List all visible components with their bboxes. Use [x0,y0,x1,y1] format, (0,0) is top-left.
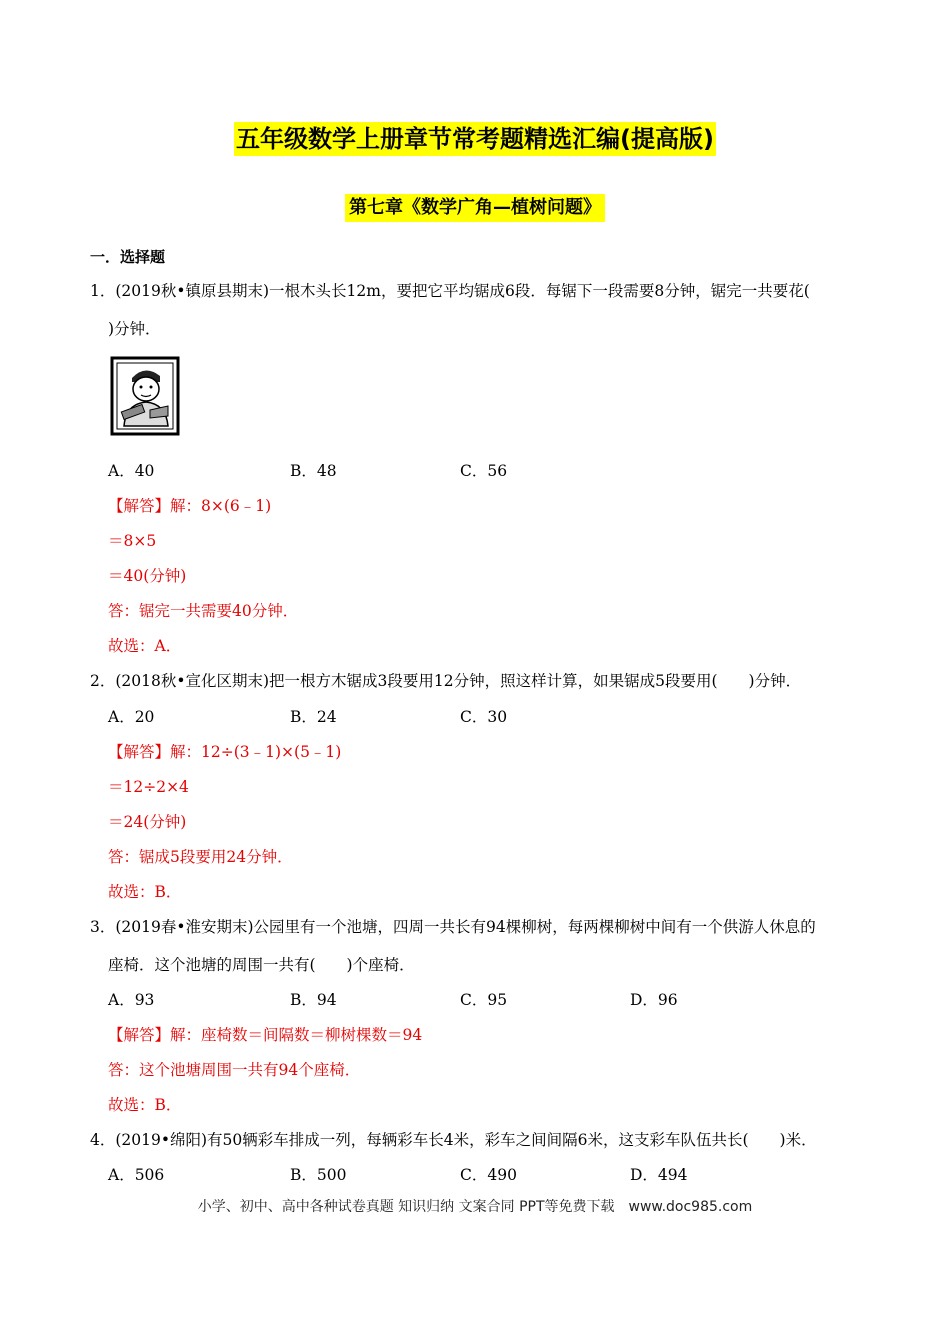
answer-line: 答：锯成5段要用24分钟． [108,848,293,866]
question-1-stem-cont: )分钟． [108,320,161,338]
option-b: B．94 [290,991,337,1009]
option-c: C．30 [460,708,508,726]
option-a: A．93 [108,991,155,1009]
option-c: C．95 [460,991,508,1009]
option-c: C．490 [460,1166,517,1184]
answer-line: 故选：B． [108,883,182,901]
answer-line: ＝40(分钟) [108,567,187,585]
answer-line: 故选：A． [108,637,182,655]
answer-line: 【解答】解：座椅数＝间隔数＝柳树棵数＝94 [108,1026,423,1044]
section-heading: 一．选择题 [90,248,166,266]
option-d: D．96 [630,991,678,1009]
question-4-stem: 4．(2019•绵阳)有50辆彩车排成一列，每辆彩车长4米，彩车之间间隔6米，这支彩车队伍共长( )米． [90,1131,817,1149]
option-d: D．494 [630,1166,688,1184]
option-a: A．40 [108,462,155,480]
chapter-subtitle: 第七章《数学广角—植树问题》 [345,194,605,222]
answer-line: ＝12÷2×4 [108,778,189,796]
option-a: A．20 [108,708,155,726]
question-3-stem: 3．(2019春•淮安期末)公园里有一个池塘，四周一共长有94棵柳树，每两棵柳树中间有一个供游人休息的 [90,918,816,936]
answer-line: 答：这个池塘周围一共有94个座椅． [108,1061,361,1079]
answer-line: ＝8×5 [108,532,157,550]
page-footer: 小学、初中、高中各种试卷真题 知识归纳 文案合同 PPT等免费下载 www.doc985.com [197,1199,753,1215]
question-3-stem-cont: 座椅．这个池塘的周围一共有( )个座椅． [108,956,415,974]
answer-line: 答：锯完一共需要40分钟． [108,602,299,620]
answer-line: 故选：B． [108,1096,182,1114]
option-c: C．56 [460,462,508,480]
question-2-stem: 2．(2018秋•宣化区期末)把一根方木锯成3段要用12分钟，照这样计算，如果锯成5段要用( )分钟． [90,672,802,690]
question-1-stem: 1．(2019秋•镇原县期末)一根木头长12m，要把它平均锯成6段．每锯下一段需要8分钟，锯完一共要花( [90,282,810,300]
carpenter-illustration [110,356,180,436]
answer-line: 【解答】解：12÷(3﹣1)×(5﹣1) [108,743,342,761]
answer-line: ＝24(分钟) [108,813,187,831]
option-b: B．48 [290,462,337,480]
option-a: A．506 [108,1166,165,1184]
option-b: B．500 [290,1166,347,1184]
option-b: B．24 [290,708,337,726]
page-title: 五年级数学上册章节常考题精选汇编(提高版) [234,122,716,156]
answer-line: 【解答】解：8×(6﹣1) [108,497,272,515]
